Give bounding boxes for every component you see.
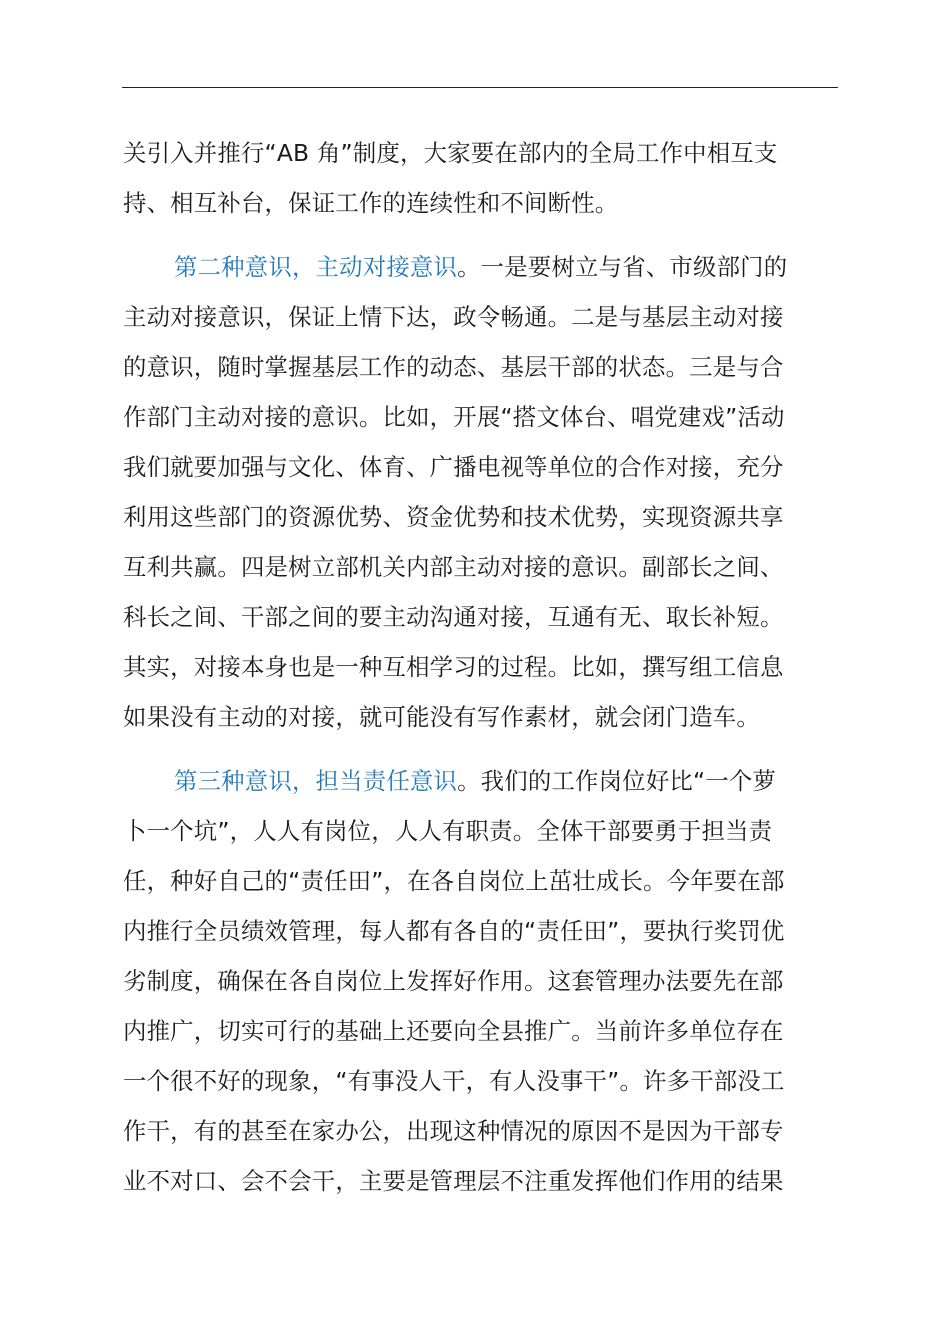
text-line — [123, 756, 838, 806]
text-line — [123, 906, 838, 956]
line-text: 业不对口、会不会干，主要是管理层不注重发挥他们作用的结果 — [123, 1167, 784, 1195]
text-line — [123, 442, 838, 492]
text-line — [123, 856, 838, 906]
text-line — [123, 178, 838, 228]
line-text: 利用这些部门的资源优势、资金优势和技术优势，实现资源共享 — [123, 503, 784, 531]
line-text: 科长之间、干部之间的要主动沟通对接，互通有无、取长补短。 — [123, 603, 784, 631]
text-line — [123, 1056, 838, 1106]
paragraph-1 — [123, 128, 838, 228]
line-text: 一个很不好的现象，“有事没人干，有人没事干”。许多干部没工 — [123, 1067, 785, 1095]
text-line — [123, 592, 838, 642]
line-text: 的意识，随时掌握基层工作的动态、基层干部的状态。三是与合 — [123, 353, 784, 381]
paragraph-2 — [123, 242, 838, 742]
text-line — [123, 956, 838, 1006]
text-line — [123, 1006, 838, 1056]
line-text: 我们就要加强与文化、体育、广播电视等单位的合作对接，充分 — [123, 453, 784, 481]
text-line — [123, 542, 838, 592]
text-line — [123, 392, 838, 442]
line-text: 作部门主动对接的意识。比如，开展“搭文体台、唱党建戏”活动 — [123, 403, 785, 431]
line-text: 关引入并推行“AB 角”制度，大家要在部内的全局工作中相互支 — [123, 139, 778, 167]
paragraph-heading: 第二种意识，主动对接意识 — [174, 253, 458, 281]
header-rule — [122, 87, 838, 88]
text-line — [123, 642, 838, 692]
line-text: 卜一个坑”，人人有岗位，人人有职责。全体干部要勇于担当责 — [123, 817, 773, 845]
paragraph-3 — [123, 756, 838, 1206]
line-text: 互利共赢。四是树立部机关内部主动对接的意识。副部长之间、 — [123, 553, 784, 581]
document-body — [123, 128, 838, 1206]
line-text: 。我们的工作岗位好比“一个萝 — [457, 767, 777, 795]
text-line — [123, 1106, 838, 1156]
line-text: 如果没有主动的对接，就可能没有写作素材，就会闭门造车。 — [123, 703, 760, 731]
line-text: 作干，有的甚至在家办公，出现这种情况的原因不是因为干部专 — [123, 1117, 784, 1145]
line-text: 。一是要树立与省、市级部门的 — [457, 253, 788, 281]
text-line — [123, 492, 838, 542]
text-line — [123, 806, 838, 856]
line-text: 内推行全员绩效管理，每人都有各自的“责任田”，要执行奖罚优 — [123, 917, 785, 945]
text-line — [123, 692, 838, 742]
text-line — [123, 342, 838, 392]
line-text: 任，种好自己的“责任田”，在各自岗位上茁壮成长。今年要在部 — [123, 867, 785, 895]
line-text: 内推广，切实可行的基础上还要向全县推广。当前许多单位存在 — [123, 1017, 784, 1045]
line-text: 劣制度，确保在各自岗位上发挥好作用。这套管理办法要先在部 — [123, 967, 784, 995]
text-line — [123, 292, 838, 342]
line-text: 主动对接意识，保证上情下达，政令畅通。二是与基层主动对接 — [123, 303, 784, 331]
text-line — [123, 242, 838, 292]
text-line — [123, 1156, 838, 1206]
text-line — [123, 128, 838, 178]
line-text: 持、相互补台，保证工作的连续性和不间断性。 — [123, 189, 619, 217]
line-text: 其实，对接本身也是一种互相学习的过程。比如，撰写组工信息 — [123, 653, 784, 681]
paragraph-heading: 第三种意识，担当责任意识 — [174, 767, 458, 795]
